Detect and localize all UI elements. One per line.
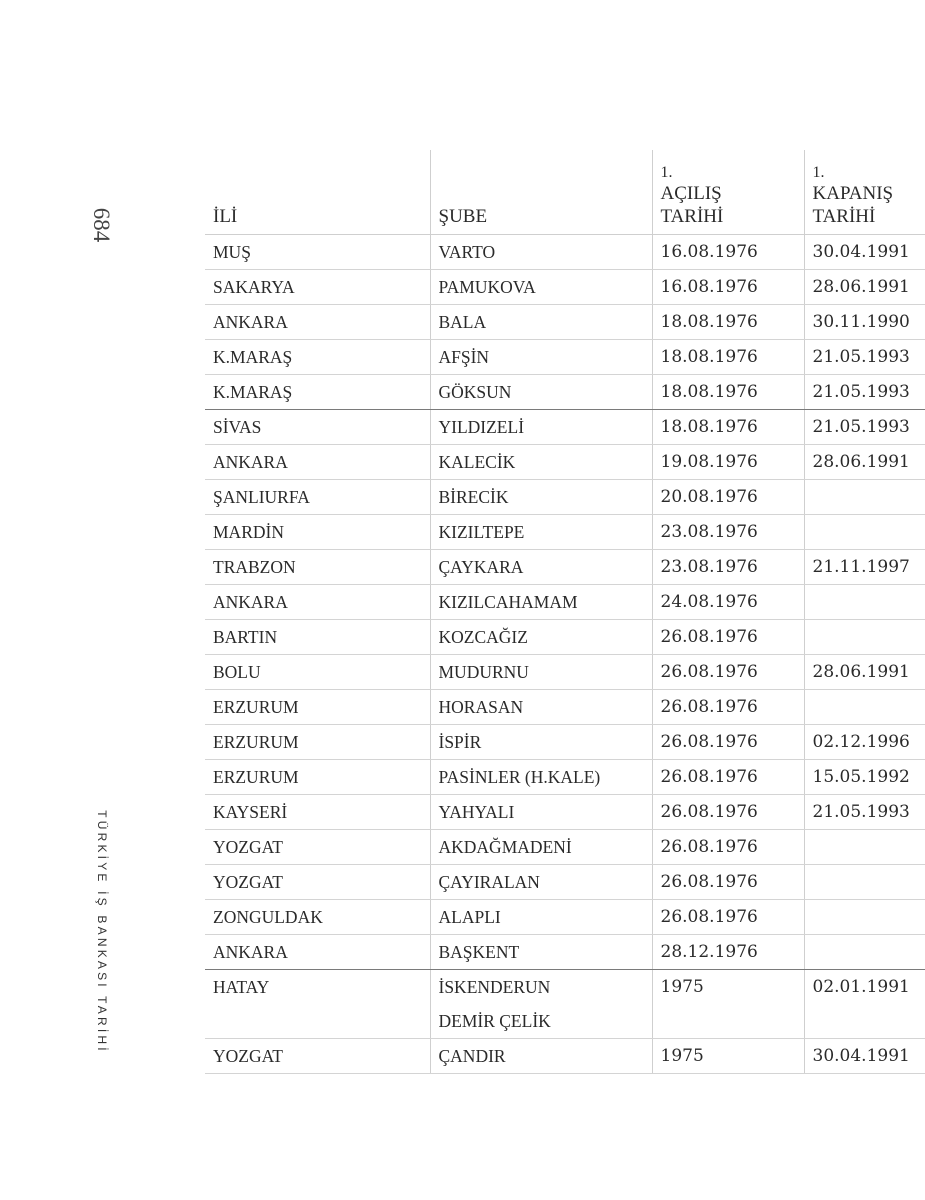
cell-acilis-date: 1975 <box>652 970 804 1039</box>
cell-kapanis-date <box>804 620 925 655</box>
table-row <box>205 795 925 830</box>
cell-il: ANKARA <box>205 935 430 970</box>
cell-kapanis-date: 30.04.1991 <box>804 235 925 270</box>
cell-sube: İSKENDERUN DEMİR ÇELİK <box>430 970 652 1039</box>
cell-sube: PASİNLER (H.KALE) <box>430 760 652 795</box>
cell-acilis-date: 26.08.1976 <box>652 620 804 655</box>
cell-acilis-date: 26.08.1976 <box>652 830 804 865</box>
cell-acilis-date: 26.08.1976 <box>652 900 804 935</box>
cell-acilis-date: 24.08.1976 <box>652 585 804 620</box>
cell-il: YOZGAT <box>205 830 430 865</box>
cell-il: ANKARA <box>205 585 430 620</box>
cell-kapanis-date: 21.11.1997 <box>804 550 925 585</box>
cell-il: ERZURUM <box>205 760 430 795</box>
cell-il: ERZURUM <box>205 725 430 760</box>
cell-sube: PAMUKOVA <box>430 270 652 305</box>
header-acilis-number: 1. <box>660 164 673 181</box>
cell-acilis-date: 18.08.1976 <box>652 305 804 340</box>
cell-il: HATAY <box>205 970 430 1039</box>
table-row <box>205 270 925 305</box>
cell-acilis-date: 26.08.1976 <box>652 795 804 830</box>
cell-il: ANKARA <box>205 305 430 340</box>
header-acilis <box>652 150 804 235</box>
cell-sube: BALA <box>430 305 652 340</box>
cell-il: BARTIN <box>205 620 430 655</box>
header-il: İLİ <box>205 150 430 235</box>
cell-il: MUŞ <box>205 235 430 270</box>
cell-acilis-date: 19.08.1976 <box>652 445 804 480</box>
cell-sube: ÇANDIR <box>430 1039 652 1074</box>
table-row <box>205 305 925 340</box>
cell-sube: KIZILCAHAMAM <box>430 585 652 620</box>
cell-kapanis-date <box>804 900 925 935</box>
cell-acilis-date: 16.08.1976 <box>652 270 804 305</box>
table-row <box>205 340 925 375</box>
cell-il: ERZURUM <box>205 690 430 725</box>
header-acilis-label: AÇILIŞ <box>660 183 722 204</box>
cell-sube: VARTO <box>430 235 652 270</box>
cell-il: YOZGAT <box>205 865 430 900</box>
cell-sube: KIZILTEPE <box>430 515 652 550</box>
cell-acilis-date: 20.08.1976 <box>652 480 804 515</box>
table-row <box>205 1039 925 1074</box>
cell-acilis-date: 26.08.1976 <box>652 760 804 795</box>
cell-kapanis-date <box>804 830 925 865</box>
cell-kapanis-date: 21.05.1993 <box>804 340 925 375</box>
cell-il: ZONGULDAK <box>205 900 430 935</box>
table-container <box>205 150 910 1070</box>
cell-kapanis-date: 28.06.1991 <box>804 270 925 305</box>
cell-acilis-date: 18.08.1976 <box>652 375 804 410</box>
cell-sube: ÇAYIRALAN <box>430 865 652 900</box>
table-row <box>205 970 925 1039</box>
cell-acilis-date: 16.08.1976 <box>652 235 804 270</box>
cell-il: MARDİN <box>205 515 430 550</box>
table-row <box>205 690 925 725</box>
cell-sube: HORASAN <box>430 690 652 725</box>
cell-acilis-date: 1975 <box>652 1039 804 1074</box>
cell-kapanis-date: 21.05.1993 <box>804 795 925 830</box>
cell-kapanis-date: 30.04.1991 <box>804 1039 925 1074</box>
table-row <box>205 655 925 690</box>
cell-acilis-date: 26.08.1976 <box>652 690 804 725</box>
table-row <box>205 585 925 620</box>
cell-sube: AFŞİN <box>430 340 652 375</box>
table-row <box>205 725 925 760</box>
cell-sube: BAŞKENT <box>430 935 652 970</box>
cell-sube: İSPİR <box>430 725 652 760</box>
header-kapanis <box>804 150 925 235</box>
cell-sube: MUDURNU <box>430 655 652 690</box>
cell-acilis-date: 23.08.1976 <box>652 550 804 585</box>
header-kapanis-number: 1. <box>812 164 825 181</box>
cell-kapanis-date <box>804 865 925 900</box>
table-row <box>205 900 925 935</box>
cell-sube: YILDIZELİ <box>430 410 652 445</box>
cell-kapanis-date: 28.06.1991 <box>804 655 925 690</box>
cell-kapanis-date <box>804 690 925 725</box>
cell-acilis-date: 26.08.1976 <box>652 865 804 900</box>
cell-sube: KOZCAĞIZ <box>430 620 652 655</box>
cell-acilis-date: 18.08.1976 <box>652 410 804 445</box>
cell-il: YOZGAT <box>205 1039 430 1074</box>
table-row <box>205 375 925 410</box>
cell-kapanis-date <box>804 515 925 550</box>
cell-sube: KALECİK <box>430 445 652 480</box>
cell-kapanis-date <box>804 585 925 620</box>
table-row <box>205 830 925 865</box>
cell-sube: AKDAĞMADENİ <box>430 830 652 865</box>
cell-il: SAKARYA <box>205 270 430 305</box>
table-row <box>205 935 925 970</box>
cell-kapanis-date: 21.05.1993 <box>804 410 925 445</box>
cell-kapanis-date: 15.05.1992 <box>804 760 925 795</box>
cell-il: K.MARAŞ <box>205 340 430 375</box>
header-kapanis-label-2: TARİHİ <box>812 206 876 227</box>
table-row <box>205 445 925 480</box>
cell-sube: GÖKSUN <box>430 375 652 410</box>
header-sube: ŞUBE <box>430 150 652 235</box>
table-row <box>205 515 925 550</box>
table-row <box>205 235 925 270</box>
cell-kapanis-date: 28.06.1991 <box>804 445 925 480</box>
table-row <box>205 550 925 585</box>
cell-acilis-date: 26.08.1976 <box>652 725 804 760</box>
cell-il: ŞANLIURFA <box>205 480 430 515</box>
cell-kapanis-date <box>804 935 925 970</box>
branch-table <box>205 150 925 1074</box>
table-row <box>205 865 925 900</box>
cell-acilis-date: 28.12.1976 <box>652 935 804 970</box>
cell-il: KAYSERİ <box>205 795 430 830</box>
cell-acilis-date: 26.08.1976 <box>652 655 804 690</box>
cell-kapanis-date <box>804 480 925 515</box>
table-body <box>205 235 925 1074</box>
cell-sube: ÇAYKARA <box>430 550 652 585</box>
cell-kapanis-date: 30.11.1990 <box>804 305 925 340</box>
cell-kapanis-date: 21.05.1993 <box>804 375 925 410</box>
cell-kapanis-date: 02.01.1991 <box>804 970 925 1039</box>
header-kapanis-label: KAPANIŞ <box>812 183 894 204</box>
cell-kapanis-date: 02.12.1996 <box>804 725 925 760</box>
table-row <box>205 620 925 655</box>
cell-sube: ALAPLI <box>430 900 652 935</box>
header-acilis-label-2: TARİHİ <box>660 206 724 227</box>
cell-il: K.MARAŞ <box>205 375 430 410</box>
cell-il: SİVAS <box>205 410 430 445</box>
table-row <box>205 480 925 515</box>
cell-acilis-date: 18.08.1976 <box>652 340 804 375</box>
cell-il: ANKARA <box>205 445 430 480</box>
table-row <box>205 760 925 795</box>
cell-sube: YAHYALI <box>430 795 652 830</box>
cell-acilis-date: 23.08.1976 <box>652 515 804 550</box>
cell-sube: BİRECİK <box>430 480 652 515</box>
cell-il: TRABZON <box>205 550 430 585</box>
cell-il: BOLU <box>205 655 430 690</box>
table-header-row <box>205 150 925 235</box>
table-row <box>205 410 925 445</box>
